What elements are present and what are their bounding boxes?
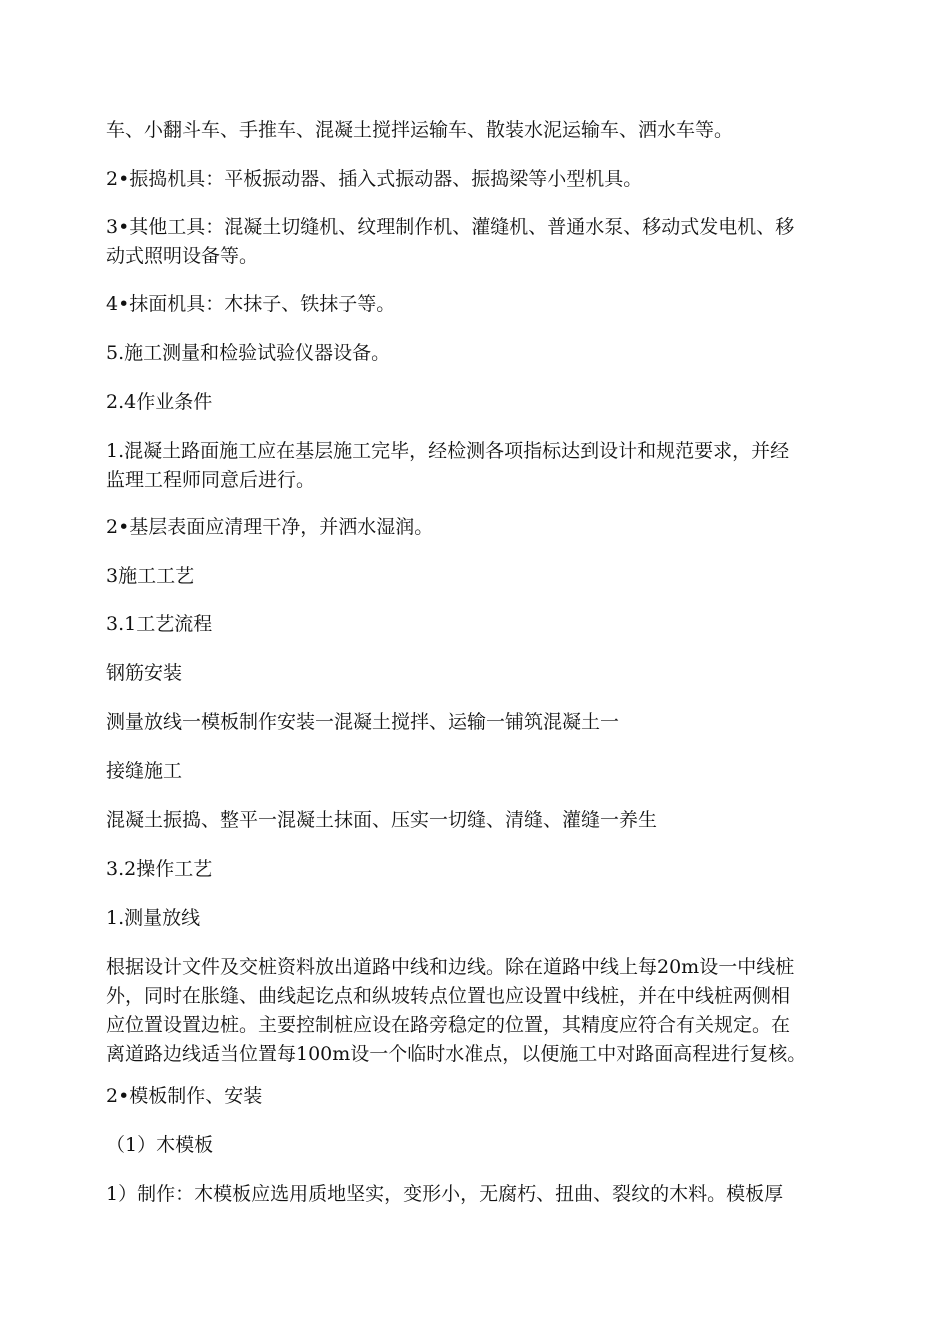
heading-work-conditions: 2.4作业条件: [106, 391, 213, 413]
paragraph-other-tools: 3•其他工具：混凝土切缝机、纹理制作机、灌缝机、普通水泵、移动式发电机、移 动式照明设备等。: [106, 216, 795, 267]
heading-process-flow: 3.1工艺流程: [106, 613, 213, 635]
flow-step-rebar: 钢筋安装: [106, 662, 183, 684]
heading-wood-formwork: （1）木模板: [106, 1134, 214, 1156]
heading-survey-layout: 1.测量放线: [106, 907, 201, 929]
flow-step-joints: 接缝施工: [106, 760, 183, 782]
heading-operation-process: 3.2操作工艺: [106, 858, 213, 880]
flow-step-main: 测量放线一模板制作安装一混凝土搅拌、运输一铺筑混凝土一: [106, 711, 620, 733]
paragraph-survey-details: 根据设计文件及交桩资料放出道路中线和边线。除在道路中线上每20m设一中线桩 外，同时在胀缝、曲线起讫点和纵坡转点位置也应设置中线桩，并在中线桩两侧相 应位置设置边桩。主要控制桩应设在路旁稳定的位置，其精度应符合有关规定。在 离道路边线适当位置每100m设一个临时水准点，以便施工中对路面高程进行复核。: [106, 956, 807, 1065]
heading-formwork: 2•模板制作、安装: [106, 1085, 263, 1107]
paragraph-base-completion: 1.混凝土路面施工应在基层施工完毕，经检测各项指标达到设计和规范要求，并经 监理工程师同意后进行。: [106, 440, 790, 491]
paragraph-base-cleaning: 2•基层表面应清理干净，并洒水湿润。: [106, 516, 434, 538]
paragraph-vibrating-tools: 2•振捣机具：平板振动器、插入式振动器、振捣梁等小型机具。: [106, 168, 643, 190]
paragraph-survey-instruments: 5.施工测量和检验试验仪器设备。: [106, 342, 391, 364]
paragraph-transport-vehicles: 车、小翻斗车、手推车、混凝土搅拌运输车、散装水泥运输车、洒水车等。: [106, 119, 734, 141]
flow-step-finishing: 混凝土振捣、整平一混凝土抹面、压实一切缝、清缝、灌缝一养生: [106, 809, 658, 831]
heading-construction-process: 3施工工艺: [106, 565, 195, 587]
paragraph-troweling-tools: 4•抹面机具：木抹子、铁抹子等。: [106, 293, 396, 315]
paragraph-formwork-fabrication: 1）制作：木模板应选用质地坚实，变形小，无腐朽、扭曲、裂纹的木料。模板厚: [106, 1183, 784, 1205]
